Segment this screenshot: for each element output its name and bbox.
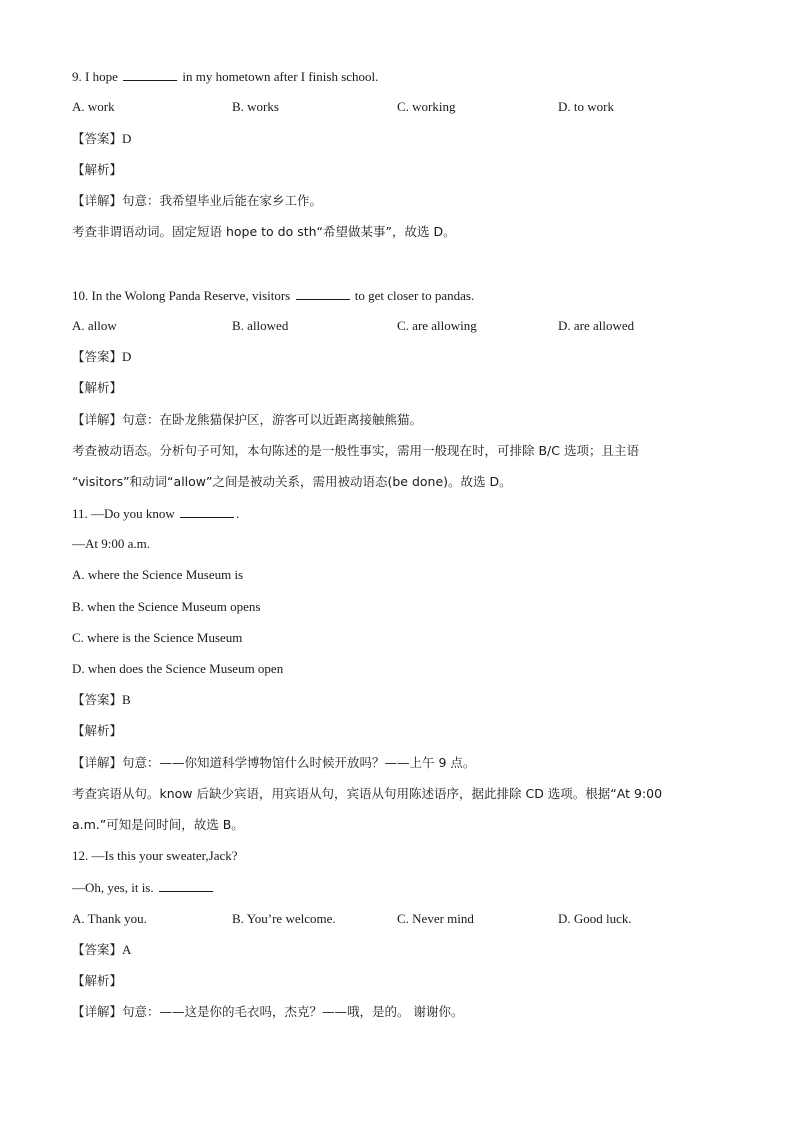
question-11-detail-2: 考查宾语从句。know 后缺少宾语，用宾语从句，宾语从句用陈述语序，据此排除 CD 选项。根据“At 9:00 [72, 786, 663, 801]
answer-label: 【答案】 [72, 349, 123, 364]
question-9-stem-after: in my hometown after I finish school. [179, 69, 379, 84]
question-10-option-b: B. allowed [232, 318, 289, 333]
question-9-analysis-label: 【解析】 [72, 162, 123, 177]
answer-value: A [122, 942, 132, 957]
question-11-option-b: B. when the Science Museum opens [72, 599, 261, 614]
answer-value: D [122, 349, 132, 364]
answer-label: 【答案】 [72, 131, 123, 146]
question-11-stem [72, 505, 239, 522]
question-12-option-d: D. Good luck. [558, 911, 632, 926]
question-10-option-c: C. are allowing [397, 318, 477, 333]
question-9-option-c: C. working [397, 99, 456, 114]
question-11-detail-1 [72, 755, 475, 771]
question-9-detail-2: 考查非谓语动词。固定短语 hope to do sth“希望做某事”，故选 D。 [72, 224, 456, 239]
question-12-reply-text: —Oh, yes, it is. [72, 880, 157, 895]
question-10-answer [72, 349, 131, 365]
detail-label: 【详解】 [72, 755, 123, 770]
answer-value: B [122, 692, 131, 707]
question-11-option-d: D. when does the Science Museum open [72, 661, 284, 676]
detail-label: 【详解】 [72, 193, 123, 208]
detail-text: 句意：我希望毕业后能在家乡工作。 [122, 193, 323, 208]
detail-text: 句意：——你知道科学博物馆什么时候开放吗？——上午 9 点。 [122, 755, 476, 770]
question-11-stem-after: . [236, 506, 240, 521]
question-9-blank [123, 68, 177, 81]
question-10-analysis-label: 【解析】 [72, 380, 123, 395]
question-12-stem: 12. —Is this your sweater,Jack? [72, 848, 238, 863]
question-10-detail-3: “visitors”和动词“allow”之间是被动关系，需用被动语态(be done)。故选 D。 [72, 474, 512, 489]
question-11-blank [180, 505, 234, 518]
question-10-stem-after: to get closer to pandas. [351, 288, 475, 303]
question-10-blank [296, 287, 350, 300]
question-12-reply [72, 879, 215, 896]
question-9-detail-1 [72, 193, 322, 209]
detail-label: 【详解】 [72, 1004, 123, 1019]
answer-label: 【答案】 [72, 692, 123, 707]
question-11-answer [72, 692, 131, 708]
detail-text: 句意：——这是你的毛衣吗，杰克？——哦，是的。 谢谢你。 [122, 1004, 464, 1019]
question-11-option-c: C. where is the Science Museum [72, 630, 243, 645]
question-11-reply: —At 9:00 a.m. [72, 536, 150, 551]
question-12-analysis-label: 【解析】 [72, 973, 123, 988]
question-10-stem [72, 287, 474, 304]
question-10-detail-1 [72, 412, 422, 428]
question-9-stem-before: 9. I hope [72, 69, 122, 84]
question-11-option-a: A. where the Science Museum is [72, 567, 244, 582]
question-12-option-c: C. Never mind [397, 911, 474, 926]
question-11-stem-before: 11. —Do you know [72, 506, 179, 521]
question-9-option-d: D. to work [558, 99, 614, 114]
question-12-blank [159, 879, 213, 892]
answer-value: D [122, 131, 132, 146]
question-10-stem-before: 10. In the Wolong Panda Reserve, visitors [72, 288, 294, 303]
question-12-option-b: B. You’re welcome. [232, 911, 336, 926]
question-9-option-a: A. work [72, 99, 115, 114]
detail-label: 【详解】 [72, 412, 123, 427]
question-10-option-a: A. allow [72, 318, 117, 333]
question-11-detail-3: a.m.”可知是问时间，故选 B。 [72, 817, 244, 832]
question-9-stem [72, 68, 378, 85]
question-12-option-a: A. Thank you. [72, 911, 147, 926]
question-11-analysis-label: 【解析】 [72, 723, 123, 738]
question-12-detail-1 [72, 1004, 464, 1020]
question-9-option-b: B. works [232, 99, 279, 114]
detail-text: 句意：在卧龙熊猫保护区，游客可以近距离接触熊猫。 [122, 412, 423, 427]
question-12-answer [72, 942, 131, 958]
question-10-option-d: D. are allowed [558, 318, 635, 333]
question-9-answer [72, 131, 131, 147]
question-10-detail-2: 考查被动语态。分析句子可知，本句陈述的是一般性事实，需用一般现在时，可排除 B/C 选项；且主语 [72, 443, 639, 458]
answer-label: 【答案】 [72, 942, 123, 957]
